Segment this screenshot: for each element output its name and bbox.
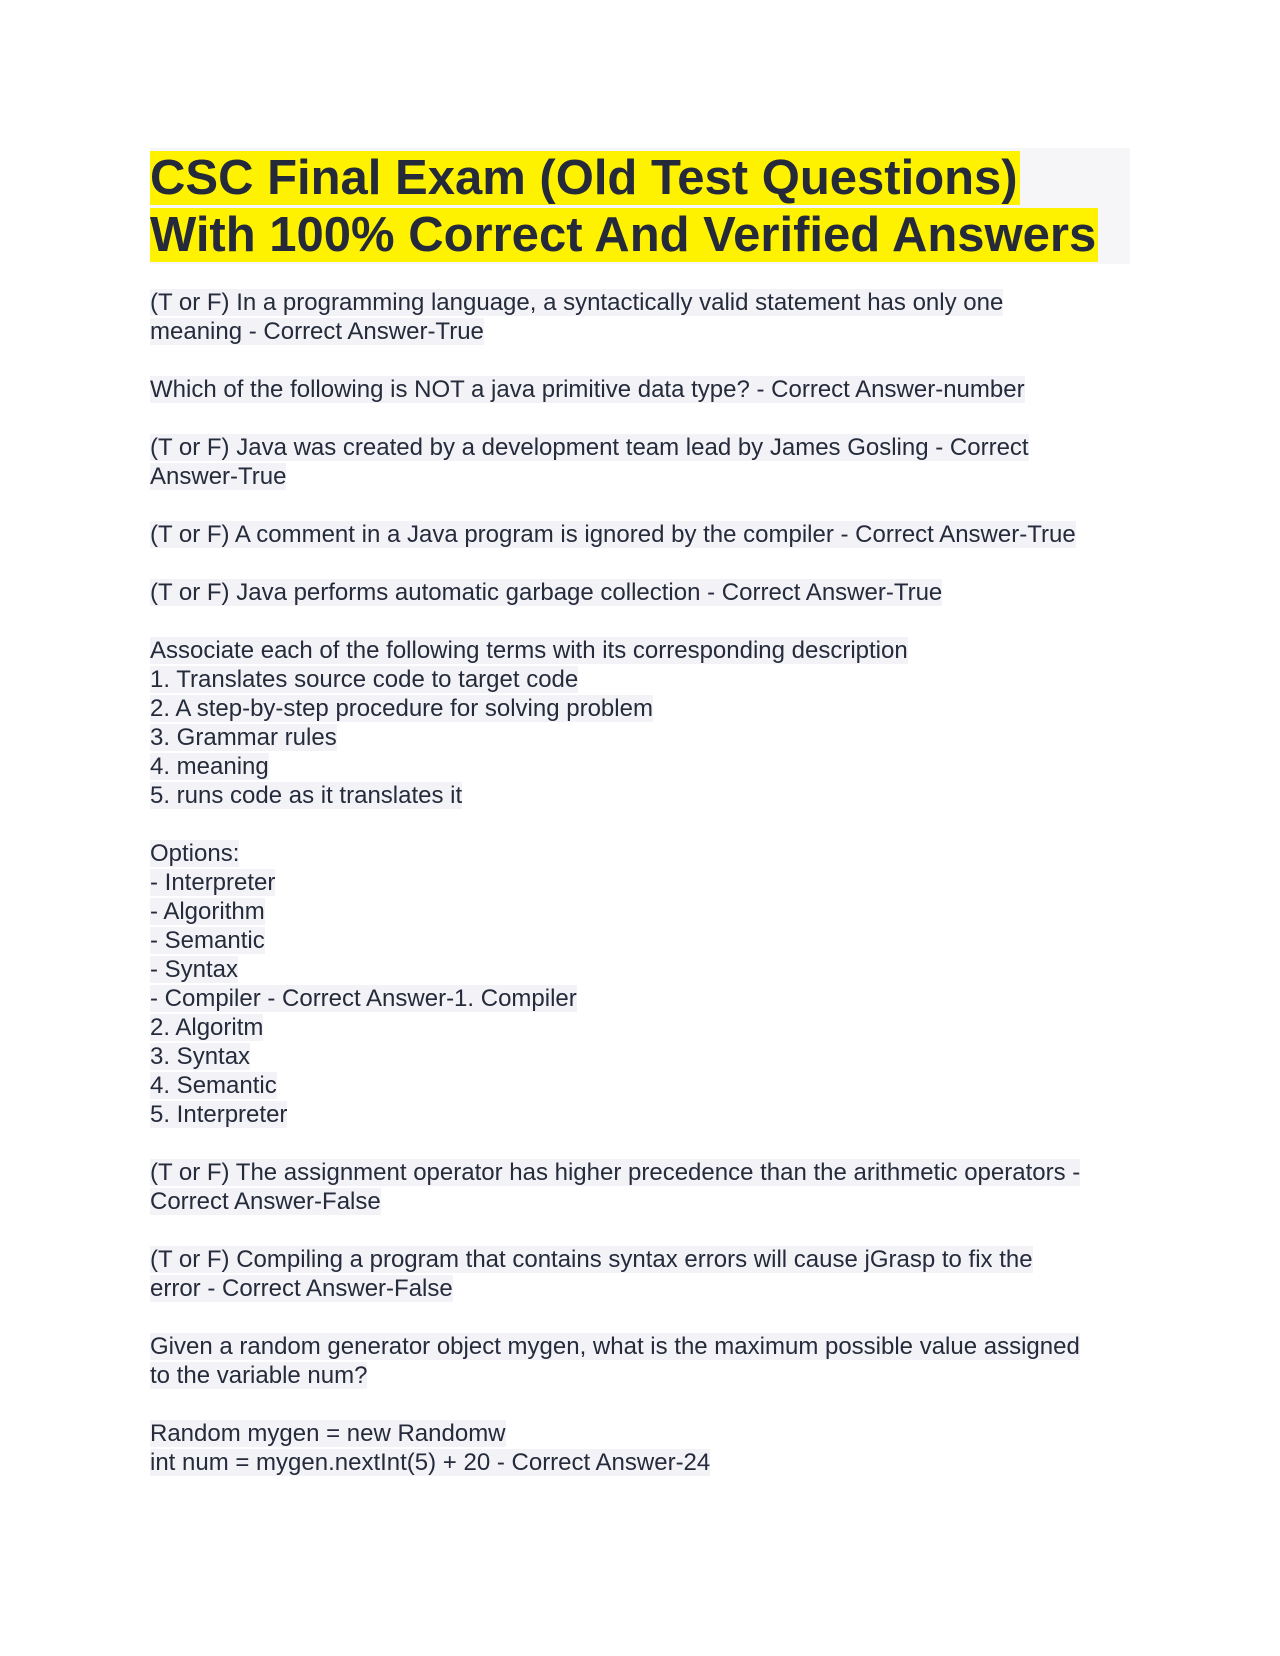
question-block <box>150 1419 1130 1477</box>
question-block <box>150 1332 1130 1390</box>
text-line-content: to the variable num? <box>150 1362 368 1389</box>
text-line-content: int num = mygen.nextInt(5) + 20 - Correct Answer-24 <box>150 1449 711 1476</box>
text-line-content: Given a random generator object mygen, what is the maximum possible value assigned <box>150 1333 1080 1360</box>
text-line <box>150 984 1130 1013</box>
text-line-content: 5. runs code as it translates it <box>150 782 463 809</box>
text-line <box>150 1448 1130 1477</box>
text-line-content: meaning - Correct Answer-True <box>150 318 484 345</box>
title-line-2: With 100% Correct And Verified Answers <box>150 208 1097 262</box>
text-line-content: (T or F) Compiling a program that contains syntax errors will cause jGrasp to fix the <box>150 1246 1033 1273</box>
document-title <box>150 148 1130 264</box>
text-line <box>150 1274 1130 1303</box>
question-block <box>150 1158 1130 1216</box>
text-line <box>150 868 1130 897</box>
text-line <box>150 1361 1130 1390</box>
text-line-content: (T or F) The assignment operator has higher precedence than the arithmetic operators - <box>150 1159 1081 1186</box>
document-page <box>150 148 1130 1506</box>
text-line <box>150 317 1130 346</box>
text-line <box>150 288 1130 317</box>
text-line-content: Correct Answer-False <box>150 1188 381 1215</box>
text-line-content: 3. Grammar rules <box>150 724 337 751</box>
text-line-content: - Compiler - Correct Answer-1. Compiler <box>150 985 577 1012</box>
text-line <box>150 636 1130 665</box>
text-line <box>150 723 1130 752</box>
text-line <box>150 1332 1130 1361</box>
text-line <box>150 578 1130 607</box>
text-line-content: Options: <box>150 840 240 867</box>
question-block <box>150 1245 1130 1303</box>
question-list <box>150 288 1130 1477</box>
text-line-content: Associate each of the following terms with its corresponding description <box>150 637 908 664</box>
text-line-content: (T or F) In a programming language, a syntactically valid statement has only one <box>150 289 1004 316</box>
question-block <box>150 520 1130 549</box>
text-line-content: Which of the following is NOT a java primitive data type? - Correct Answer-number <box>150 376 1025 403</box>
text-line <box>150 926 1130 955</box>
text-line-content: 3. Syntax <box>150 1043 251 1070</box>
text-line-content: 4. meaning <box>150 753 269 780</box>
text-line <box>150 462 1130 491</box>
question-block <box>150 288 1130 346</box>
text-line-content: - Algorithm <box>150 898 265 925</box>
text-line-content: 2. Algoritm <box>150 1014 264 1041</box>
text-line <box>150 433 1130 462</box>
text-line <box>150 1013 1130 1042</box>
text-line-content: 4. Semantic <box>150 1072 277 1099</box>
text-line <box>150 1245 1130 1274</box>
text-line-content: Answer-True <box>150 463 287 490</box>
text-line <box>150 1042 1130 1071</box>
text-line-content: (T or F) A comment in a Java program is ignored by the compiler - Correct Answer-True <box>150 521 1076 548</box>
text-line-content: - Semantic <box>150 927 265 954</box>
text-line <box>150 1419 1130 1448</box>
text-line <box>150 1187 1130 1216</box>
question-block <box>150 578 1130 607</box>
text-line-content: Random mygen = new Randomw <box>150 1420 506 1447</box>
text-line <box>150 665 1130 694</box>
text-line <box>150 694 1130 723</box>
question-block <box>150 433 1130 491</box>
text-line <box>150 955 1130 984</box>
text-line-content: (T or F) Java performs automatic garbage collection - Correct Answer-True <box>150 579 943 606</box>
text-line-content: 1. Translates source code to target code <box>150 666 579 693</box>
question-block <box>150 636 1130 810</box>
text-line <box>150 1071 1130 1100</box>
text-line <box>150 375 1130 404</box>
question-block <box>150 839 1130 1129</box>
text-line <box>150 1158 1130 1187</box>
text-line <box>150 781 1130 810</box>
title-line-1: CSC Final Exam (Old Test Questions) <box>150 151 1018 205</box>
text-line-content: error - Correct Answer-False <box>150 1275 453 1302</box>
text-line-content: 2. A step-by-step procedure for solving problem <box>150 695 653 722</box>
text-line-content: (T or F) Java was created by a development team lead by James Gosling - Correct <box>150 434 1029 461</box>
text-line <box>150 897 1130 926</box>
text-line-content: 5. Interpreter <box>150 1101 288 1128</box>
text-line-content: - Syntax <box>150 956 239 983</box>
question-block <box>150 375 1130 404</box>
text-line <box>150 520 1130 549</box>
text-line <box>150 839 1130 868</box>
text-line-content: - Interpreter <box>150 869 276 896</box>
text-line <box>150 752 1130 781</box>
text-line <box>150 1100 1130 1129</box>
